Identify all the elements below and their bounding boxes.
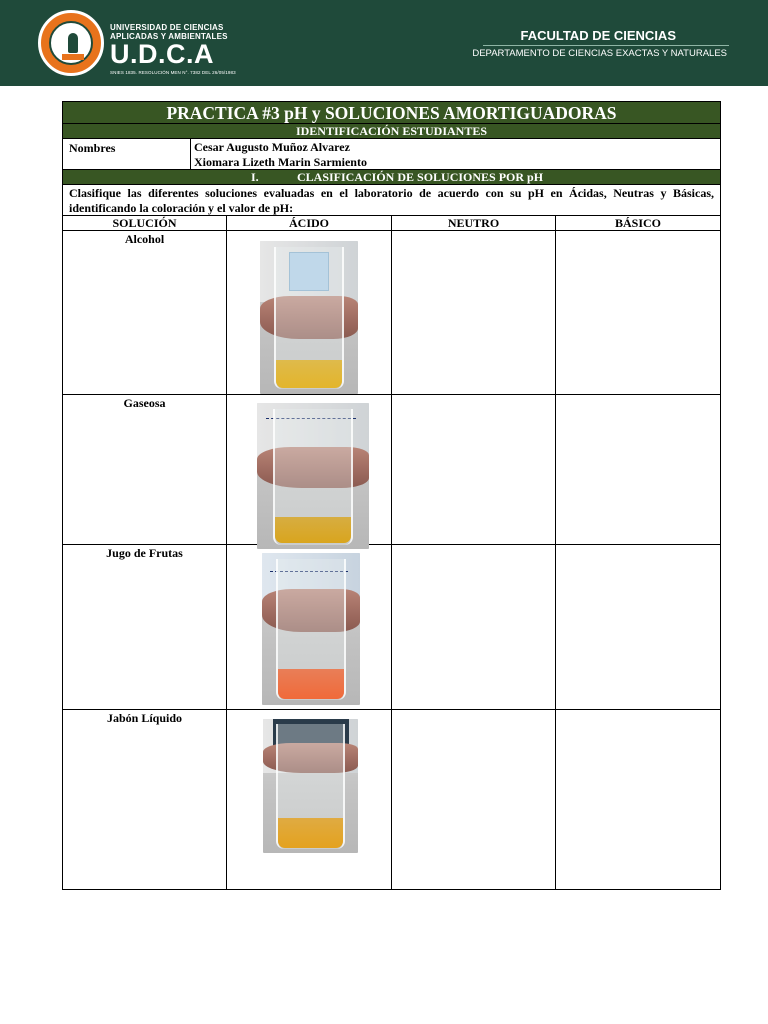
header-banner (0, 0, 768, 86)
students-list (191, 139, 370, 169)
form-title: PRACTICA #3 pH y SOLUCIONES AMORTIGUADORAS (63, 102, 720, 124)
table-cell-basic (556, 395, 720, 545)
university-seal-icon (38, 10, 104, 76)
table-cell-neutral (392, 231, 556, 395)
student-name: Xiomara Lizeth Marin Sarmiento (194, 155, 367, 169)
practice-form (62, 101, 721, 890)
table-cell-solution (63, 710, 227, 889)
table-cell-solution (63, 545, 227, 710)
classification-table (63, 216, 720, 889)
column-header-basic: BÁSICO (556, 216, 720, 231)
solution-name: Gaseosa (123, 396, 166, 410)
column-header-solution: SOLUCIÓN (63, 216, 227, 231)
table-cell-acid (227, 545, 392, 710)
table-cell-solution (63, 395, 227, 545)
beaker-photo-jabon-liquido (263, 719, 358, 853)
names-label: Nombres (63, 139, 191, 169)
students-row (63, 139, 720, 170)
section-header (63, 170, 720, 185)
table-cell-acid (227, 710, 392, 889)
section-number: I. (251, 170, 259, 184)
beaker-photo-jugo-de-frutas (262, 553, 360, 705)
instructions: Clasifique las diferentes soluciones evaluadas en el laboratorio de acuerdo con su pH en Ácidas, Neutras y Básicas, identificando la coloración y el valor de pH: (63, 185, 720, 216)
solution-name: Jabón Líquido (106, 711, 183, 725)
student-name: Cesar Augusto Muñoz Alvarez (194, 140, 350, 154)
faculty-divider (483, 45, 729, 46)
column-header-acid: ÁCIDO (227, 216, 392, 231)
solution-name: Alcohol (124, 232, 165, 246)
table-cell-basic (556, 545, 720, 710)
table-cell-solution (63, 231, 227, 395)
university-brand: U.D.C.A (110, 39, 214, 69)
identification-header: IDENTIFICACIÓN ESTUDIANTES (63, 124, 720, 139)
beaker-photo-gaseosa (257, 403, 369, 549)
table-cell-acid (227, 395, 392, 545)
column-header-neutral: NEUTRO (392, 216, 556, 231)
beaker-photo-alcohol (260, 241, 358, 394)
table-cell-neutral (392, 395, 556, 545)
solution-name: Jugo de Frutas (106, 546, 183, 560)
table-cell-neutral (392, 710, 556, 889)
resolution-note: SNIES 1835. RESOLUCIÓN MEN N°. 7382 DEL 26/05/1983 (110, 70, 236, 75)
university-name-line2: APLICADAS Y AMBIENTALES (110, 32, 228, 41)
department-name: DEPARTAMENTO DE CIENCIAS EXACTAS Y NATURALES (472, 48, 727, 59)
table-cell-basic (556, 231, 720, 395)
section-title: CLASIFICACIÓN DE SOLUCIONES POR pH (297, 170, 544, 184)
table-cell-basic (556, 710, 720, 889)
table-cell-neutral (392, 545, 556, 710)
university-name-line1: UNIVERSIDAD DE CIENCIAS (110, 23, 224, 32)
table-cell-acid (227, 231, 392, 395)
faculty-title: FACULTAD DE CIENCIAS (520, 28, 676, 43)
